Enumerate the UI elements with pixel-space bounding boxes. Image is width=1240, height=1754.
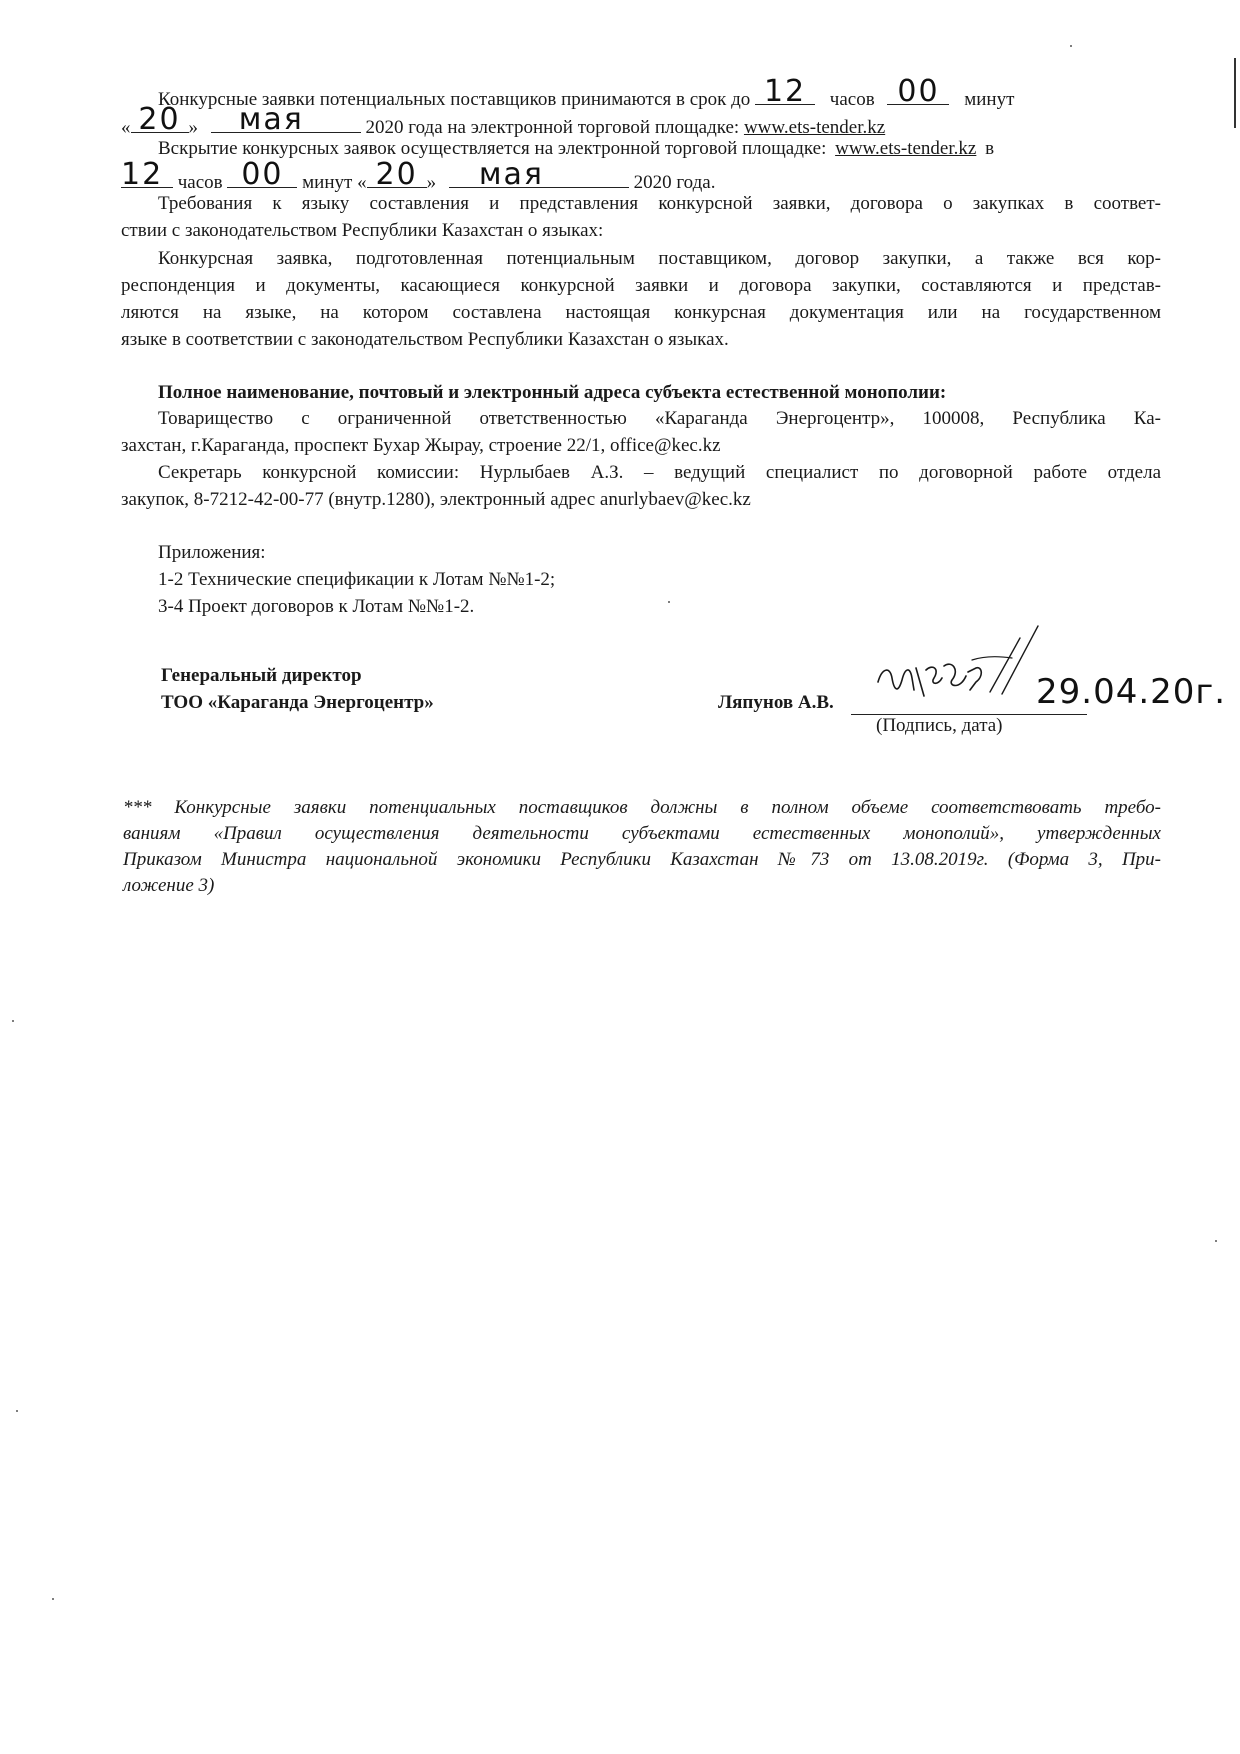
ets-tender-link[interactable]: www.ets-tender.kz — [743, 117, 886, 138]
handwritten-opening-day: 20 — [375, 157, 418, 192]
opening-minute-blank — [227, 157, 297, 192]
minute-blank — [887, 74, 949, 109]
language-paragraph-line-3: ляются на языке, на котором составлена настоящая конкурсная документация или на государственном — [121, 302, 1161, 323]
handwritten-opening-month: мая — [478, 157, 544, 192]
language-paragraph-line-2: респонденция и документы, касающиеся конкурсной заявки и договора закупки, составляются и представ- — [121, 275, 1161, 296]
quote-close: » — [188, 117, 198, 138]
day-blank — [131, 102, 189, 137]
scan-edge-mark — [1234, 58, 1236, 128]
opening-day-blank — [367, 157, 427, 192]
footnote-line-3: Приказом Министра национальной экономики Республики Казахстан №73 от 13.08.2019г. (Форма 3, При- — [123, 849, 1161, 870]
director-position: Генеральный директор — [161, 665, 362, 686]
year-platform-text: 2020 года на электронной торговой площадке: — [365, 117, 740, 138]
minutes-word: минут — [964, 89, 1015, 110]
entity-heading: Полное наименование, почтовый и электронный адреса субъекта естественной монополии: — [158, 382, 947, 403]
signer-name: Ляпунов А.В. — [718, 692, 834, 713]
opening-month-blank — [449, 157, 629, 192]
handwritten-minute: 00 — [897, 74, 940, 109]
handwritten-hour: 12 — [763, 74, 807, 109]
handwritten-month: мая — [238, 102, 304, 137]
footnote-line-2: ваниям «Правил осуществления деятельности субъектами естественных монополий», утвержденных — [123, 823, 1161, 844]
hour-blank — [755, 74, 815, 109]
quote-close-2: » — [426, 172, 437, 193]
handwritten-day: 20 — [138, 102, 181, 137]
language-requirements-line-1: Требования к языку составления и представления конкурсной заявки, договора о закупках в соответ- — [158, 193, 1161, 214]
opening-hours-word: часов — [177, 172, 223, 193]
signature-caption: (Подпись, дата) — [876, 715, 1003, 736]
secretary-line-1: Секретарь конкурсной комиссии: Нурлыбаев А.З. – ведущий специалист по договорной работе отдела — [158, 462, 1161, 483]
scan-speck — [16, 1410, 18, 1412]
submission-text: Конкурсные заявки потенциальных поставщиков принимаются в срок до — [158, 89, 751, 110]
opening-year-text: 2020 года. — [633, 172, 716, 193]
submission-deadline-line-2 — [121, 102, 1161, 140]
language-paragraph-line-4: языке в соответствии с законодательством Республики Казахстан о языках. — [121, 329, 729, 350]
secretary-line-2: закупок, 8-7212-42-00-77 (внутр.1280), электронный адрес anurlybaev@kec.kz — [121, 489, 751, 510]
in-word: в — [985, 138, 995, 159]
handwritten-opening-minute: 00 — [241, 157, 284, 192]
language-requirements-line-2: ствии с законодательством Республики Казахстан о языках: — [121, 220, 604, 241]
footnote-line-4: ложение 3) — [123, 875, 215, 896]
footnote-line-1: *** Конкурсные заявки потенциальных поставщиков должны в полном объеме соответствовать требо- — [123, 797, 1161, 818]
attachment-item-1: 1-2 Технические спецификации к Лотам №№1-2; — [158, 569, 556, 590]
quote-open: « — [121, 117, 131, 138]
scan-speck — [52, 1598, 54, 1600]
ets-tender-link-2[interactable]: www.ets-tender.kz — [835, 138, 977, 159]
entity-line-1: Товарищество с ограниченной ответственностью «Караганда Энергоцентр», 100008, Республика Ка- — [158, 408, 1161, 429]
month-blank — [211, 102, 361, 137]
entity-line-2: захстан, г.Караганда, проспект Бухар Жырау, строение 22/1, office@kec.kz — [121, 435, 721, 456]
opening-minutes-word: минут « — [302, 172, 367, 193]
opening-text: Вскрытие конкурсных заявок осуществляется на электронной торговой площадке: — [158, 138, 827, 159]
scan-speck — [12, 1020, 14, 1022]
language-paragraph-line-1: Конкурсная заявка, подготовленная потенциальным поставщиком, договор закупки, а также вся кор- — [158, 248, 1161, 269]
opening-line-1 — [158, 137, 1161, 161]
attachments-heading: Приложения: — [158, 542, 266, 563]
handwritten-signature — [872, 620, 1052, 720]
handwritten-opening-hour: 12 — [121, 157, 164, 192]
scan-speck — [1215, 1240, 1217, 1242]
scan-speck — [1070, 45, 1072, 47]
opening-hour-blank — [121, 157, 173, 192]
director-company: ТОО «Караганда Энергоцентр» — [161, 692, 434, 713]
attachment-item-2: 3-4 Проект договоров к Лотам №№1-2. — [158, 596, 475, 617]
scan-speck — [668, 601, 670, 603]
handwritten-date: 29.04.20г. — [1036, 672, 1227, 712]
hours-word: часов — [829, 89, 875, 110]
opening-line-2 — [121, 157, 1161, 195]
